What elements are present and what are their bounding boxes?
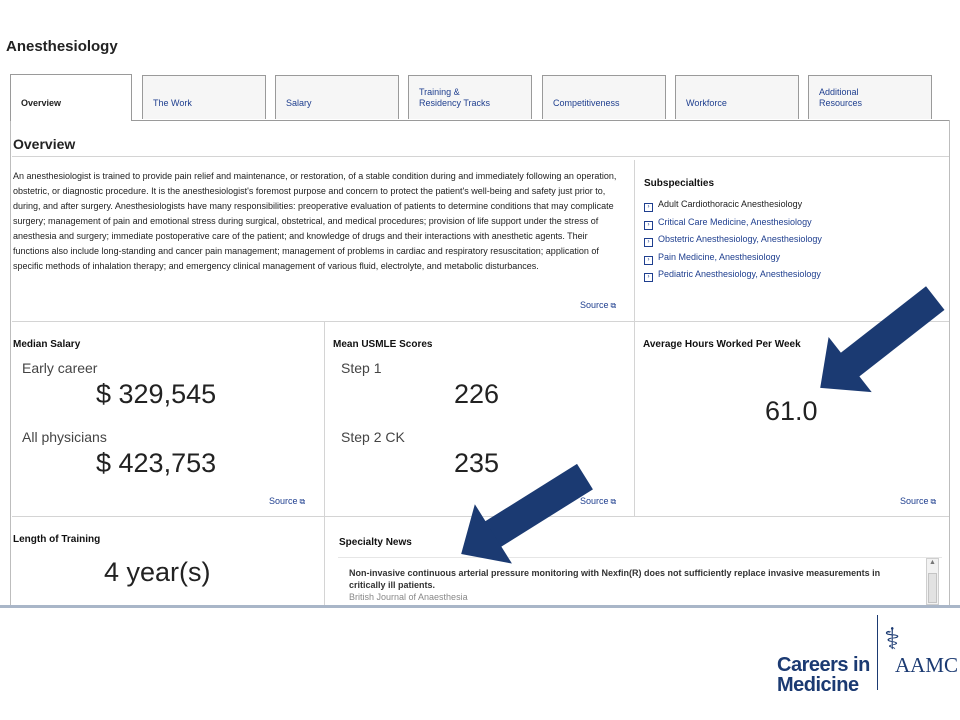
source-label: Source [269,496,298,506]
overview-heading: Overview [13,136,76,152]
arrow-bullet-icon: › [644,256,653,265]
scroll-up-icon[interactable]: ▲ [929,559,936,566]
source-label: Source [580,300,609,310]
subspecialty-link[interactable]: Pain Medicine, Anesthesiology [658,251,781,262]
overview-description: An anesthesiologist is trained to provide pain relief and maintenance, or restoration, of a stable condition during and immediately following an operation, obstetric, or diagnostic procedure. It is the anesthesiologist's foremost purpose and concern to protect the patient's well-being and safety just prior to, during, and after surgery. Anesthesiologists have many responsibilities: preoperative evaluation of patients to determine conditions that may complicate surgery; management of pain and emotional stress during surgical, obstetrical, and medical procedures; provision of life support under the stress of anesthesia and surgery; immediate postoperative care of the patient; and knowledge of drugs and their interactions with anesthetic agents. Their functions also include long-standing and cancer pain management; management of problems in cardiac and respiratory resuscitation; application of specific methods of inhalation therapy; and emergency clinical management of various fluid, electrolyte, and metabolic disturbances. [13,171,617,271]
training-length: 4 year(s) [104,557,211,587]
step2-score: 235 [454,448,500,478]
tabs-divider [10,120,950,121]
source-label: Source [900,496,929,506]
step1-score: 226 [454,379,500,409]
subspecialties-list [644,197,822,285]
specialty-news-title: Specialty News [339,537,412,548]
usmle-source-link[interactable] [580,496,616,507]
tab-additional-resources[interactable] [808,75,932,119]
tab-overview[interactable] [10,74,132,121]
subspecialty-item[interactable] [644,215,822,233]
screenshot-edge [0,605,960,608]
tab-workforce[interactable] [675,75,799,119]
tab-salary[interactable] [275,75,399,119]
subspecialty-link[interactable]: Obstetric Anesthesiology, Anesthesiology [658,234,822,244]
tab-label: Competitiveness [553,98,620,108]
median-salary-title: Median Salary [13,339,81,350]
news-item-source: British Journal of Anaesthesia [349,592,468,602]
logo-line2: Medicine [777,674,859,696]
hours-source-link[interactable] [900,496,936,507]
overview-source-link[interactable] [580,300,616,311]
divider [634,160,635,322]
hours-value: 61.0 [765,396,818,426]
tab-the-work[interactable] [142,75,266,119]
subspecialty-label: Adult Cardiothoracic Anesthesiology [658,199,803,209]
subspecialty-item[interactable] [644,232,822,250]
external-link-icon: ⧉ [610,301,617,310]
step2-label: Step 2 CK [341,429,405,445]
arrow-bullet-icon: › [644,238,653,247]
tab-training-residency[interactable] [408,75,532,119]
all-physicians-label: All physicians [22,429,107,445]
subspecialty-item[interactable] [644,267,822,285]
divider [12,321,949,322]
salary-source-link[interactable] [269,496,305,507]
logo-separator [877,615,878,690]
content-border-left [10,120,11,606]
news-item-title[interactable]: Non-invasive continuous arterial pressure monitoring with Nexfin(R) does not sufficiently replace invasive measurements in critically ill patients. [349,568,881,590]
arrow-bullet-icon: › [644,273,653,282]
divider [634,322,635,516]
subspecialty-link[interactable]: Critical Care Medicine, Anesthesiology [658,216,812,227]
external-link-icon: ⧉ [299,497,306,506]
logo-line1: Careers in [777,654,870,676]
subspecialty-link[interactable]: Pediatric Anesthesiology, Anesthesiology [658,269,821,279]
tab-label: Additional Resources [819,87,863,108]
caduceus-icon: ⚕ [884,623,901,656]
subspecialty-item[interactable] [644,250,822,268]
tab-competitiveness[interactable] [542,75,666,119]
source-label: Source [580,496,609,506]
arrow-bullet-icon: › [644,203,653,212]
early-career-label: Early career [22,360,98,376]
overview-divider [12,156,949,157]
early-career-salary: $ 329,545 [96,379,217,409]
aamc-logo: AAMC [895,653,959,677]
tab-label: Salary [286,98,312,108]
all-physicians-salary: $ 423,753 [96,448,217,478]
subspecialties-title: Subspecialties [644,178,715,189]
arrow-bullet-icon: › [644,221,653,230]
hours-title: Average Hours Worked Per Week [643,339,801,350]
careers-in-medicine-logo [777,655,870,695]
usmle-title: Mean USMLE Scores [333,339,433,350]
scrollbar-thumb[interactable] [928,573,937,603]
tab-label: The Work [153,98,192,108]
tab-label: Workforce [686,98,727,108]
page-title: Anesthesiology [6,38,118,55]
tab-label: Training & Residency Tracks [419,87,491,108]
callout-arrow [838,286,945,379]
content-border-right [949,120,950,606]
divider [324,322,325,605]
subspecialty-item[interactable] [644,197,822,215]
external-link-icon: ⧉ [610,497,617,506]
external-link-icon: ⧉ [930,497,937,506]
training-title: Length of Training [13,534,101,545]
tab-label: Overview [21,98,62,108]
step1-label: Step 1 [341,360,382,376]
